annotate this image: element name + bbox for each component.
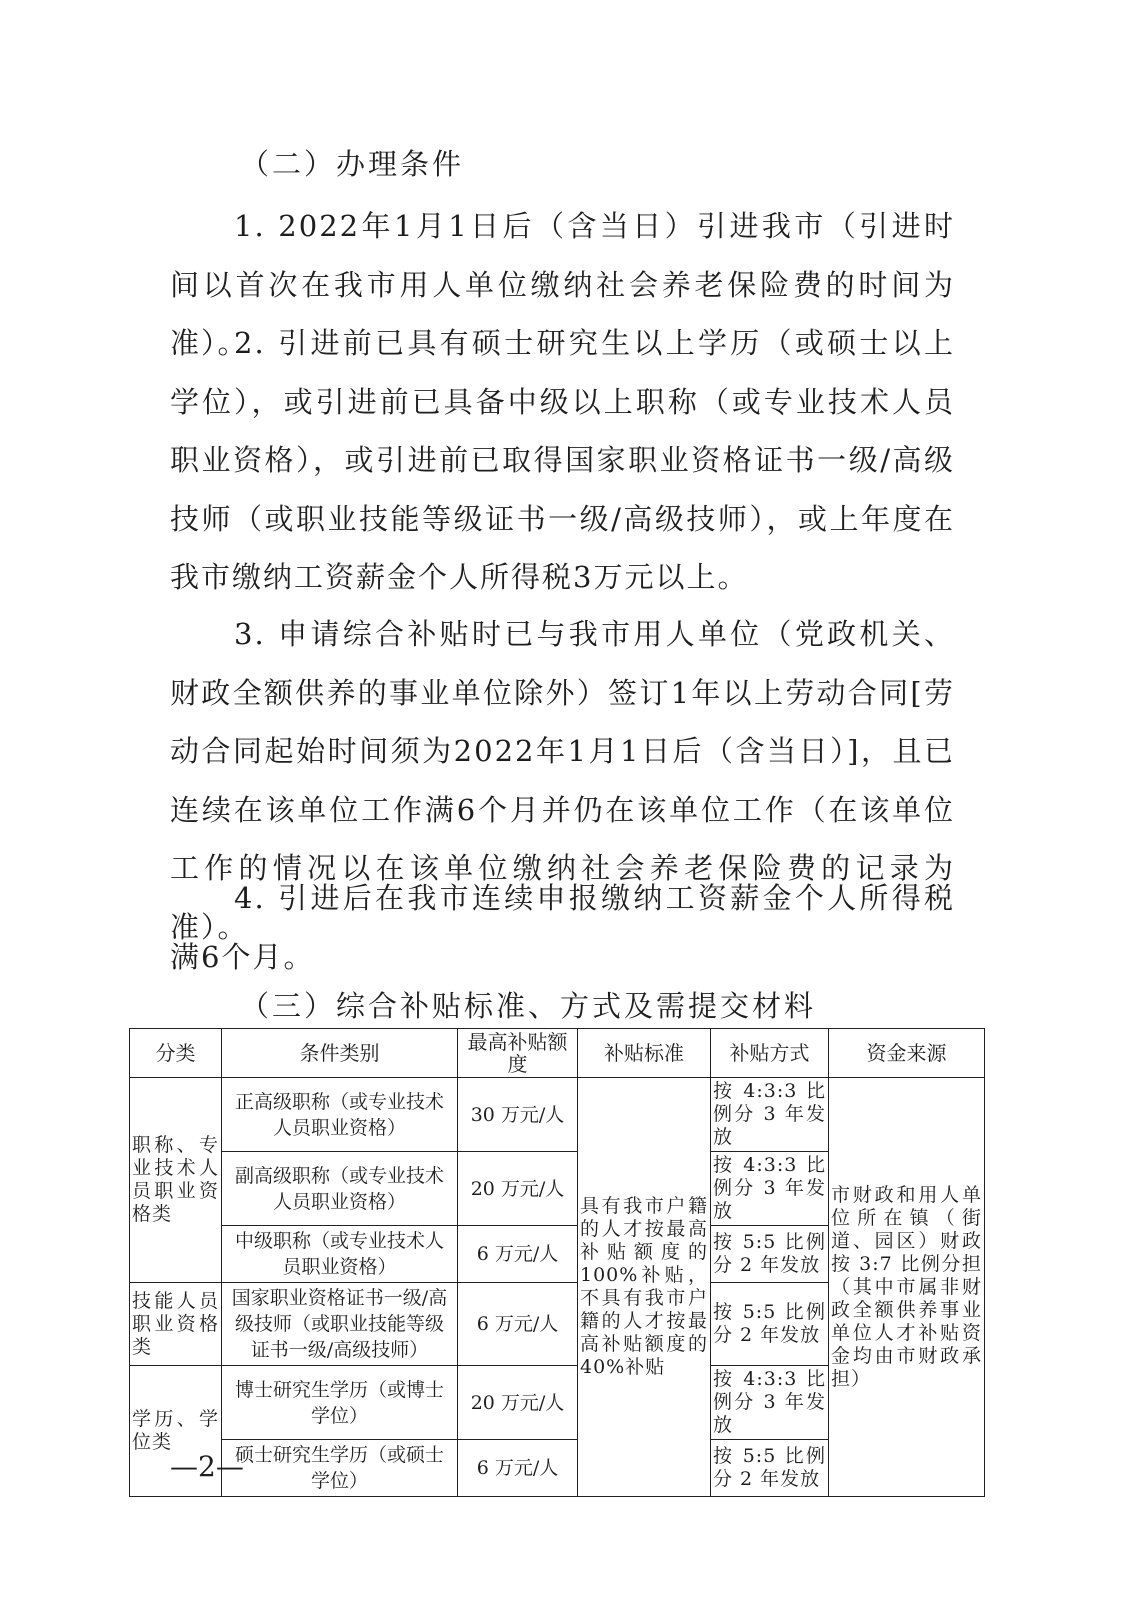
amount-cell: 6 万元/人 xyxy=(458,1440,578,1497)
condition-cell: 中级职称（或专业技术人员职业资格） xyxy=(222,1226,458,1283)
method-cell: 按 4:3:3 比例分 3 年发放 xyxy=(711,1078,829,1152)
group-title-education: 学历、学位类 xyxy=(130,1366,222,1497)
header-category: 分类 xyxy=(130,1029,222,1078)
condition-cell: 副高级职称（或专业技术人员职业资格） xyxy=(222,1152,458,1226)
header-method: 补贴方式 xyxy=(711,1029,829,1078)
condition-paragraph-1: 1. 2022年1月1日后（含当日）引进我市（引进时间以首次在我市用人单位缴纳社会养老保险费的时间为准）。 xyxy=(170,209,955,360)
header-standard: 补贴标准 xyxy=(578,1029,711,1078)
amount-cell: 20 万元/人 xyxy=(458,1152,578,1226)
header-condition-type: 条件类别 xyxy=(222,1029,458,1078)
condition-cell: 国家职业资格证书一级/高级技师（或职业技能等级证书一级/高级技师） xyxy=(222,1283,458,1366)
condition-paragraph-3: 3. 申请综合补贴时已与我市用人单位（党政机关、财政全额供养的事业单位除外）签订1年以上劳动合同[劳动合同起始时间须为2022年1月1日后（含当日）]，且已连续在该单位工作满6个月并仍在该单位工作（在该单位工作的情况以在该单位缴纳社会养老保险费的记录为准）。 xyxy=(170,617,955,944)
amount-cell: 6 万元/人 xyxy=(458,1283,578,1366)
standard-cell: 具有我市户籍的人才按最高补贴额度的100%补贴，不具有我市户籍的人才按最高补贴额度的40%补贴 xyxy=(578,1078,711,1497)
page-number: —2— xyxy=(170,1450,244,1483)
method-cell: 按 5:5 比例分 2 年发放 xyxy=(711,1226,829,1283)
group-title-skills: 技能人员职业资格类 xyxy=(130,1283,222,1366)
table-header-row xyxy=(130,1029,985,1078)
condition-paragraph-4: 4. 引进后在我市连续申报缴纳工资薪金个人所得税满6个月。 xyxy=(170,881,955,974)
header-max-amount: 最高补贴额度 xyxy=(458,1029,578,1078)
amount-cell: 6 万元/人 xyxy=(458,1226,578,1283)
condition-paragraph-2: 2. 引进前已具有硕士研究生以上学历（或硕士以上学位），或引进前已具备中级以上职称（或专业技术人员职业资格），或引进前已取得国家职业资格证书一级/高级技师（或职业技能等级证书一级/高级技师），或上年度在我市缴纳工资薪金个人所得税3万元以上。 xyxy=(170,326,955,594)
method-cell: 按 5:5 比例分 2 年发放 xyxy=(711,1440,829,1497)
condition-cell: 博士研究生学历（或博士学位） xyxy=(222,1366,458,1440)
method-cell: 按 5:5 比例分 2 年发放 xyxy=(711,1283,829,1366)
amount-cell: 20 万元/人 xyxy=(458,1366,578,1440)
section-heading-conditions: （二）办理条件 xyxy=(240,147,465,181)
method-cell: 按 4:3:3 比例分 3 年发放 xyxy=(711,1152,829,1226)
header-fund-source: 资金来源 xyxy=(829,1029,985,1078)
section-heading-subsidy: （三）综合补贴标准、方式及需提交材料 xyxy=(240,989,817,1023)
condition-cell: 硕士研究生学历（或硕士学位） xyxy=(222,1440,458,1497)
fund-source-cell: 市财政和用人单位所在镇（街道、园区）财政按 3:7 比例分担（其中市属非财政全额供养事业单位人才补贴资金均由市财政承担） xyxy=(829,1078,985,1497)
amount-cell: 30 万元/人 xyxy=(458,1078,578,1152)
group-title-qualification: 职称、专业技术人员职业资格类 xyxy=(130,1078,222,1283)
condition-cell: 正高级职称（或专业技术人员职业资格） xyxy=(222,1078,458,1152)
subsidy-table xyxy=(129,1028,985,1497)
method-cell: 按 4:3:3 比例分 3 年发放 xyxy=(711,1366,829,1440)
table-row xyxy=(130,1078,985,1152)
